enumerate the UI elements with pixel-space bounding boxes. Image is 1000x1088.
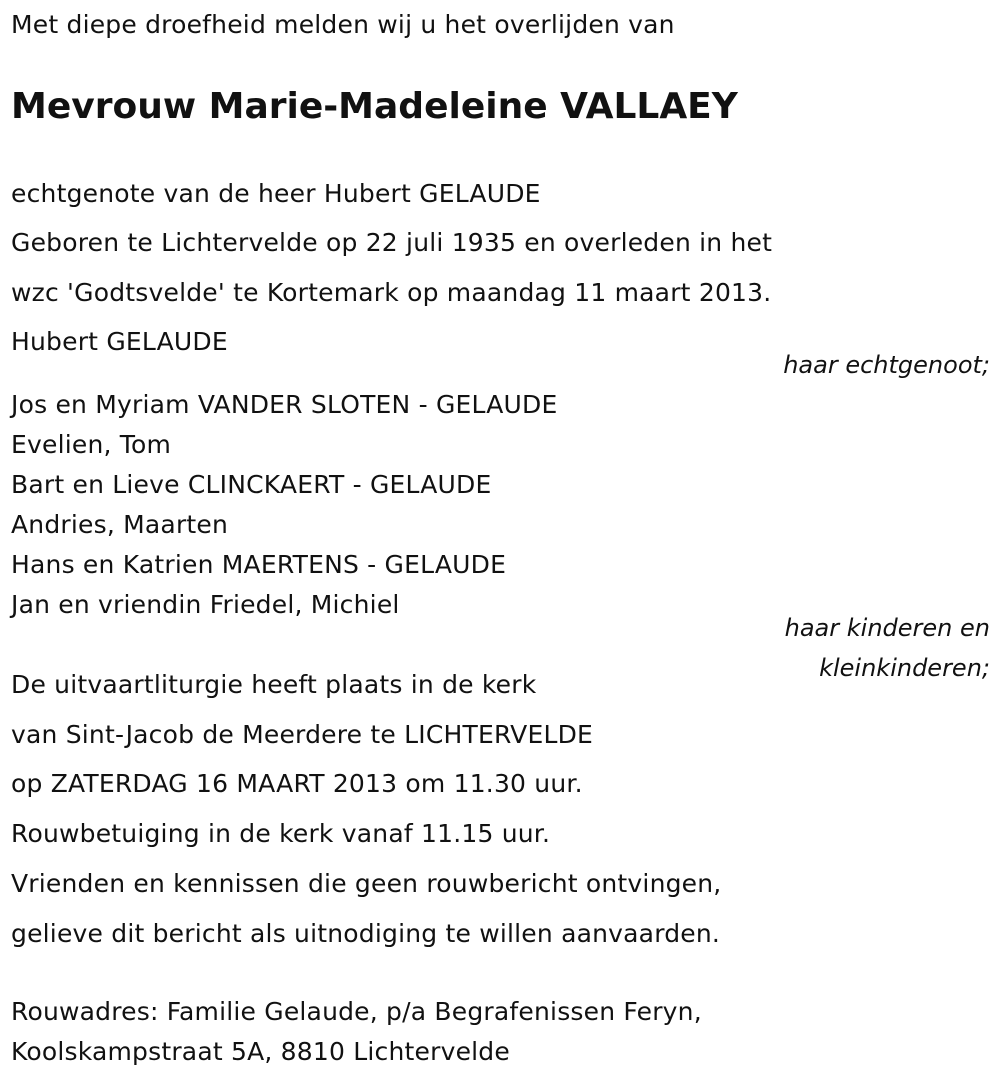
deceased-name: Mevrouw Marie-Madeleine VALLAEY xyxy=(11,86,738,127)
funeral-line: van Sint-Jacob de Meerdere te LICHTERVELDE xyxy=(11,720,594,749)
family-line: Jos en Myriam VANDER SLOTEN - GELAUDE xyxy=(11,390,558,419)
family-line: Andries, Maarten xyxy=(11,510,229,539)
address-line: Rouwadres: Familie Gelaude, p/a Begrafenissen Feryn, xyxy=(11,997,702,1026)
funeral-line: De uitvaartliturgie heeft plaats in de kerk xyxy=(11,670,537,699)
family-line: Hans en Katrien MAERTENS - GELAUDE xyxy=(11,550,507,579)
bio-line-spouse: echtgenote van de heer Hubert GELAUDE xyxy=(11,179,541,208)
bio-line-birth: Geboren te Lichtervelde op 22 juli 1935 en overleden in het xyxy=(11,228,773,257)
family-relation-line-2: kleinkinderen; xyxy=(819,654,990,682)
funeral-line: Vrienden en kennissen die geen rouwbericht ontvingen, xyxy=(11,869,722,898)
bio-line-death: wzc 'Godtsvelde' te Kortemark op maandag 11 maart 2013. xyxy=(11,278,772,307)
family-line: Evelien, Tom xyxy=(11,430,172,459)
intro-text: Met diepe droefheid melden wij u het overlijden van xyxy=(11,10,675,39)
funeral-line: op ZATERDAG 16 MAART 2013 om 11.30 uur. xyxy=(11,769,583,798)
family-line: Bart en Lieve CLINCKAERT - GELAUDE xyxy=(11,470,492,499)
family-line: Jan en vriendin Friedel, Michiel xyxy=(11,590,400,619)
funeral-line: Rouwbetuiging in de kerk vanaf 11.15 uur. xyxy=(11,819,551,848)
family-relation-line-1: haar kinderen en xyxy=(784,614,990,642)
spouse-name: Hubert GELAUDE xyxy=(11,327,228,356)
address-line: Koolskampstraat 5A, 8810 Lichtervelde xyxy=(11,1037,510,1066)
spouse-relation: haar echtgenoot; xyxy=(783,351,990,379)
funeral-line: gelieve dit bericht als uitnodiging te willen aanvaarden. xyxy=(11,919,721,948)
